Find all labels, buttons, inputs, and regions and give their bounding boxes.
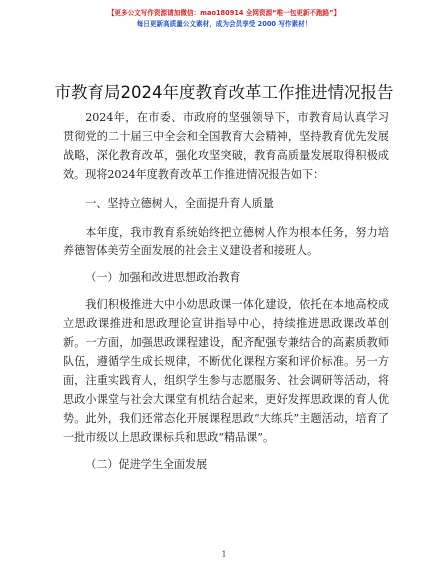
- promo-banner: [0, 8, 448, 30]
- intro-paragraph: 2024年，在市委、市政府的坚强领导下，市教育局认真学习贯彻党的二十届三中全会和全国教育大会精神，坚持教育优先发展战略，深化教育改革，强化攻坚突破，教育高质量发展取得积极成效。现将2024年度教育改革工作推进情况报告如下：: [63, 111, 389, 181]
- document-body: [63, 109, 389, 482]
- subsection-heading-1: （一）加强和改进思想政治教育: [85, 271, 241, 285]
- page-number: 1: [221, 550, 227, 559]
- subsection-heading-2: （二）促进学生全面发展: [85, 457, 208, 471]
- section-heading-1: 一、坚持立德树人，全面提升育人质量: [85, 196, 274, 210]
- section-1-paragraph: 本年度，我市教育系统始终把立德树人作为根本任务，努力培养德智体美劳全面发展的社会主义建设者和接班人。: [63, 225, 389, 258]
- subsection-1-paragraph: 我们积极推进大中小幼思政课一体化建设，依托在本地高校成立思政课推进和思政理论宣讲指导中心，持续推进思政课改革创新。一方面，加强思政课程建设，配齐配强专兼结合的高素质教师队伍，遵循学生成长规律，不断优化课程方案和评价标准。另一方面，注重实践育人，组织学生参与志愿服务、社会调研等活动，将思政小课堂与社会大课堂有机结合起来，更好发挥思政课的育人优势。此外，我们还常态化开展课程思政“大练兵”主题活动，培育了一批市级以上思政课标兵和思政“精品课”。: [63, 298, 389, 444]
- promo-banner-line-2: 每日更新高质量公文素材，成为会员享受 2000 写作素材！: [136, 20, 312, 28]
- promo-banner-line-1: 【更多公文写作资源请加微信：mao180914 全网资源“唯一包更新不跑路”】: [107, 9, 341, 17]
- document-title: 市教育局2024年度教育改革工作推进情况报告: [54, 83, 394, 102]
